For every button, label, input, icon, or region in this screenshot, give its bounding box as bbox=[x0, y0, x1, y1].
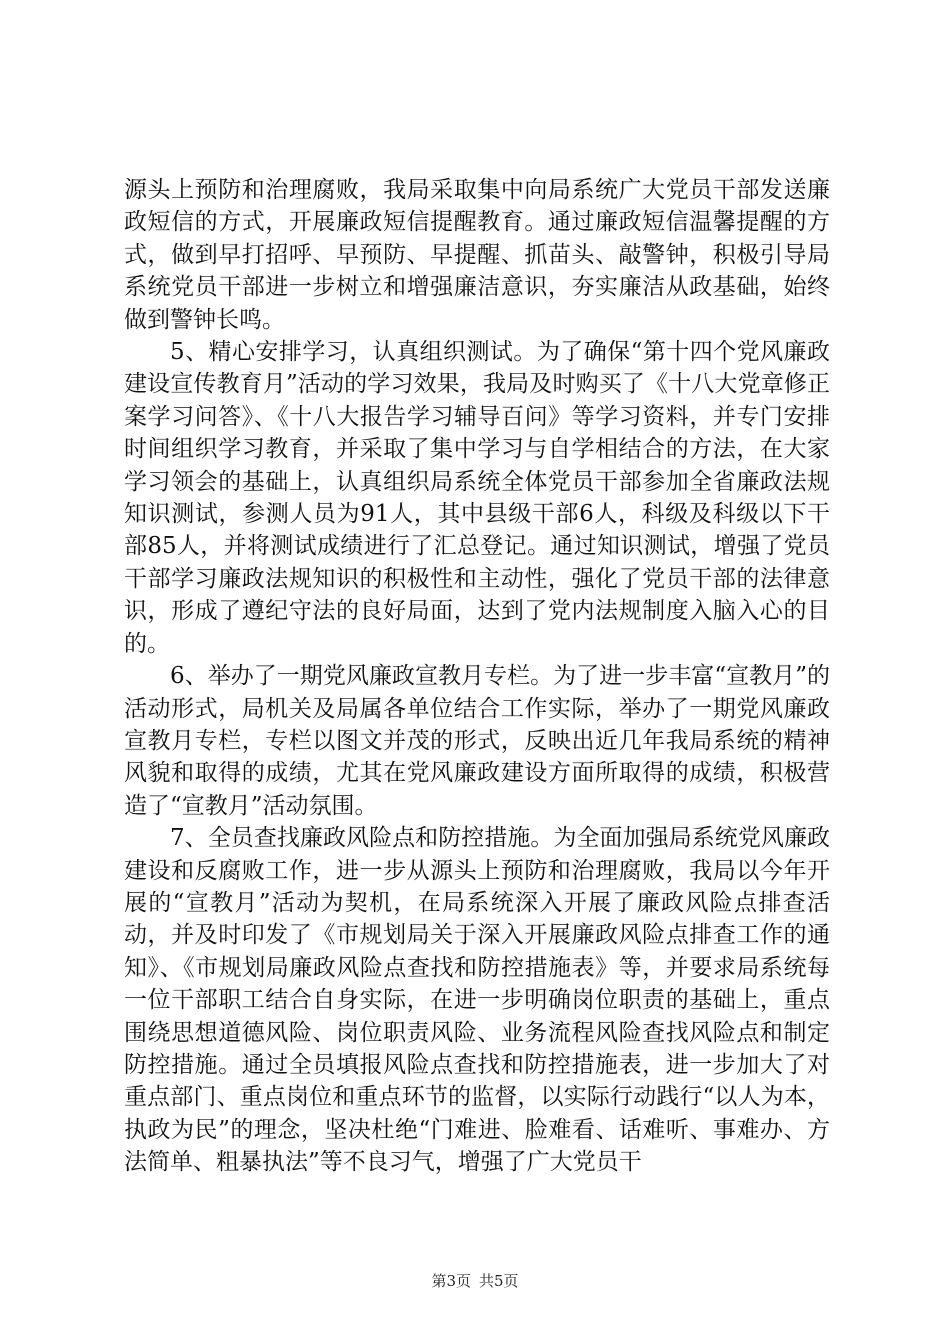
paragraph-item-5: 5、精心安排学习，认真组织测试。为了确保“第十四个党风廉政建设宣传教育月”活动的学习效果，我局及时购买了《十八大党章修正案学习问答》、《十八大报告学习辅导百问》等学习资料，并专门安排时间组织学习教育，并采取了集中学习与自学相结合的方法，在大家学习领会的基础上，认真组织局系统全体党员干部参加全省廉政法规知识测试，参测人员为91人，其中县级干部6人，科级及科级以下干部85人，并将测试成绩进行了汇总登记。通过知识测试，增强了党员干部学习廉政法规知识的积极性和主动性，强化了党员干部的法律意识，形成了遵纪守法的良好局面，达到了党内法规制度入脑入心的目的。 bbox=[124, 339, 830, 657]
document-body bbox=[124, 174, 830, 1179]
page-footer bbox=[0, 1271, 950, 1291]
paragraph-item-7: 7、全员查找廉政风险点和防控措施。为全面加强局系统党风廉政建设和反腐败工作，进一步从源头上预防和治理腐败，我局以今年开展的“宣教月”活动为契机，在局系统深入开展了廉政风险点排查活动，并及时印发了《市规划局关于深入开展廉政风险点排查工作的通知》、《市规划局廉政风险点查找和防控措施表》等，并要求局系统每一位干部职工结合自身实际，在进一步明确岗位职责的基础上，重点围绕思想道德风险、岗位职责风险、业务流程风险查找风险点和制定防控措施。通过全员填报风险点查找和防控措施表，进一步加大了对重点部门、重点岗位和重点环节的监督，以实际行动践行“以人为本，执政为民”的理念，坚决杜绝“门难进、脸难看、话难听、事难办、方法简单、粗暴执法”等不良习气，增强了广大党员干 bbox=[124, 825, 830, 1176]
page-total: 共5页 bbox=[479, 1272, 519, 1290]
page-number: 第3页 bbox=[431, 1272, 471, 1290]
paragraph-continuation: 源头上预防和治理腐败，我局采取集中向局系统广大党员干部发送廉政短信的方式，开展廉政短信提醒教育。通过廉政短信温馨提醒的方式，做到早打招呼、早预防、早提醒、抓苗头、敲警钟，积极引导局系统党员干部进一步树立和增强廉洁意识，夯实廉洁从政基础，始终做到警钟长鸣。 bbox=[124, 177, 830, 333]
paragraph-item-6: 6、举办了一期党风廉政宣教月专栏。为了进一步丰富“宣教月”的活动形式，局机关及局属各单位结合工作实际，举办了一期党风廉政宣教月专栏，专栏以图文并茂的形式，反映出近几年我局系统的精神风貌和取得的成绩，尤其在党风廉政建设方面所取得的成绩，积极营造了“宣教月”活动氛围。 bbox=[124, 663, 830, 819]
